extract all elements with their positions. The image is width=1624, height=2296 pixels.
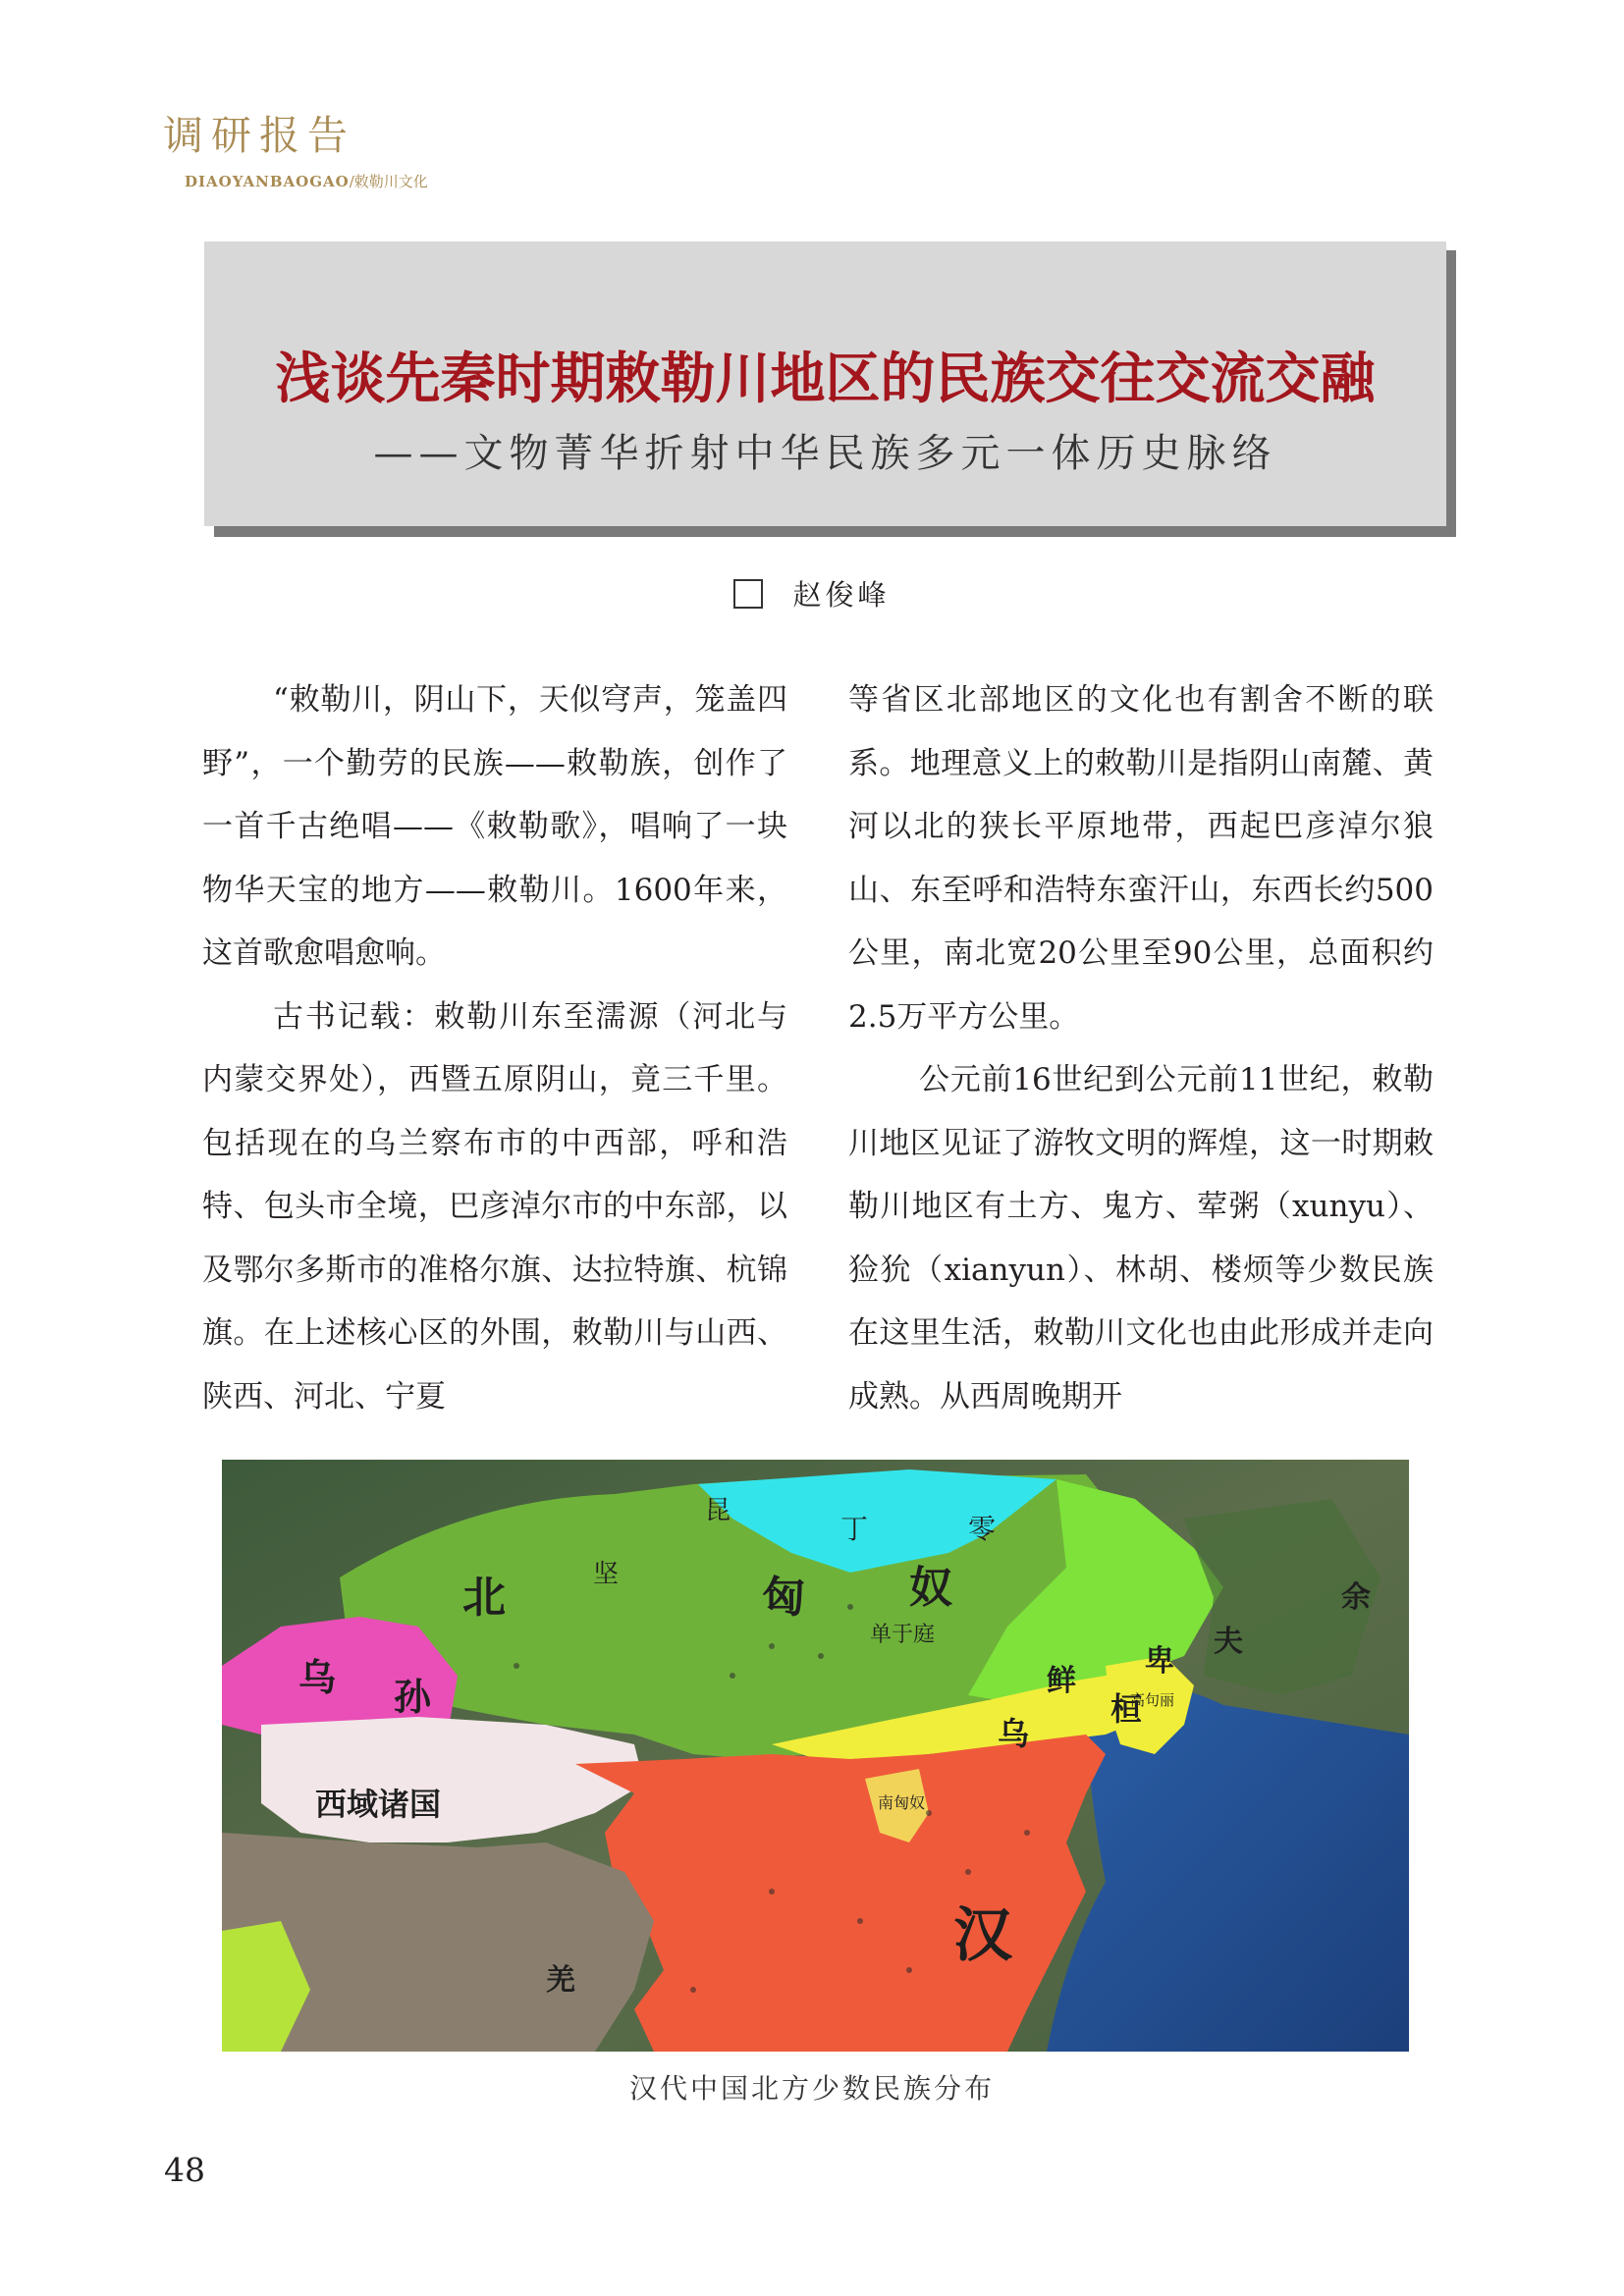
map-label-fuyu-yu: 余 (1341, 1580, 1371, 1615)
map-label-kun: 昆 (705, 1496, 731, 1525)
map-label-qiang: 羌 (546, 1963, 575, 1998)
han-region (575, 1735, 1106, 2052)
map-label-jian: 坚 (593, 1560, 620, 1589)
byline-square-icon (733, 579, 763, 609)
map-label-xiongnu-bei: 北 (462, 1573, 506, 1623)
map-label-wuhuan-huan: 桓 (1110, 1690, 1143, 1728)
paragraph: 公元前16世纪到公元前11世纪，敕勒川地区见证了游牧文明的辉煌，这一时期敕勒川地区有土方、鬼方、荤粥（xunyu）、猃狁（xianyun）、林胡、楼烦等少数民族在这里生活，敕勒川文化也由此形成并走向成熟。从西周晚期开 (848, 1062, 1434, 1415)
map-label-xianbei-xian: 鲜 (1047, 1664, 1076, 1698)
han-dynasty-map-figure (222, 1460, 1409, 2052)
map-label-xianbei-bei: 卑 (1145, 1644, 1174, 1679)
byline (0, 573, 1624, 614)
map-label-wuhuan-wu: 乌 (998, 1715, 1030, 1752)
map-label-wusun-wu: 乌 (298, 1656, 337, 1699)
paragraph: 古书记载：敕勒川东至濡源（河北与内蒙交界处），西暨五原阴山，竟三千里。包括现在的乌兰察布市的中西部，呼和浩特、包头市全境，巴彦淖尔市的中东部，以及鄂尔多斯市的准格尔旗、达拉特旗、杭锦旗。在上述核心区的外围，敕勒川与山西、陕西、河北、宁夏 (202, 998, 787, 1415)
column-name: 敕勒川文化 (353, 173, 428, 190)
author-name: 赵俊峰 (792, 578, 891, 612)
section-separator: / (349, 173, 354, 190)
section-subtitle (185, 171, 428, 191)
article-subtitle: ——文物菁华折射中华民族多元一体历史脉络 (373, 431, 1277, 476)
map-label-gaogouli: 高句丽 (1130, 1691, 1175, 1709)
right-column (848, 668, 1434, 1428)
map-label-xiongnu-xiong: 匈 (762, 1573, 805, 1623)
map-image (222, 1460, 1409, 2052)
section-header (163, 112, 428, 190)
title-banner (204, 241, 1446, 526)
map-label-dingling-ding: 丁 (840, 1513, 869, 1545)
map-label-chanyuting: 单于庭 (870, 1623, 936, 1647)
map-label-nanxiongnu: 南匈奴 (878, 1793, 926, 1812)
section-title: 调研报告 (163, 112, 355, 159)
figure-caption: 汉代中国北方少数民族分布 (628, 2072, 995, 2105)
map-label-xiongnu-nu: 奴 (909, 1563, 952, 1613)
left-column (202, 668, 787, 1428)
map-label-han: 汉 (953, 1901, 1012, 1970)
map-label-wusun-sun: 孙 (394, 1676, 432, 1719)
map-label-dingling-ling: 零 (968, 1513, 997, 1545)
paragraph: “敕勒川，阴山下，天似穹声，笼盖四野”，一个勤劳的民族——敕勒族，创作了一首千古绝唱——《敕勒歌》，唱响了一块物华天宝的地方——敕勒川。1600年来，这首歌愈唱愈响。 (202, 682, 787, 971)
section-pinyin: DIAOYANBAOGAO (185, 173, 350, 190)
page-number: 48 (164, 2151, 205, 2189)
paragraph: 等省区北部地区的文化也有割舍不断的联系。地理意义上的敕勒川是指阴山南麓、黄河以北的狭长平原地带，西起巴彦淖尔狼山、东至呼和浩特东蛮汗山，东西长约500公里，南北宽20公里至90公里，总面积约2.5万平方公里。 (848, 682, 1434, 1035)
map-label-xiyu: 西域诸国 (315, 1786, 442, 1823)
map-label-fuyu-fu: 夫 (1214, 1625, 1243, 1659)
article-title: 浅谈先秦时期敕勒川地区的民族交往交流交融 (275, 347, 1376, 411)
